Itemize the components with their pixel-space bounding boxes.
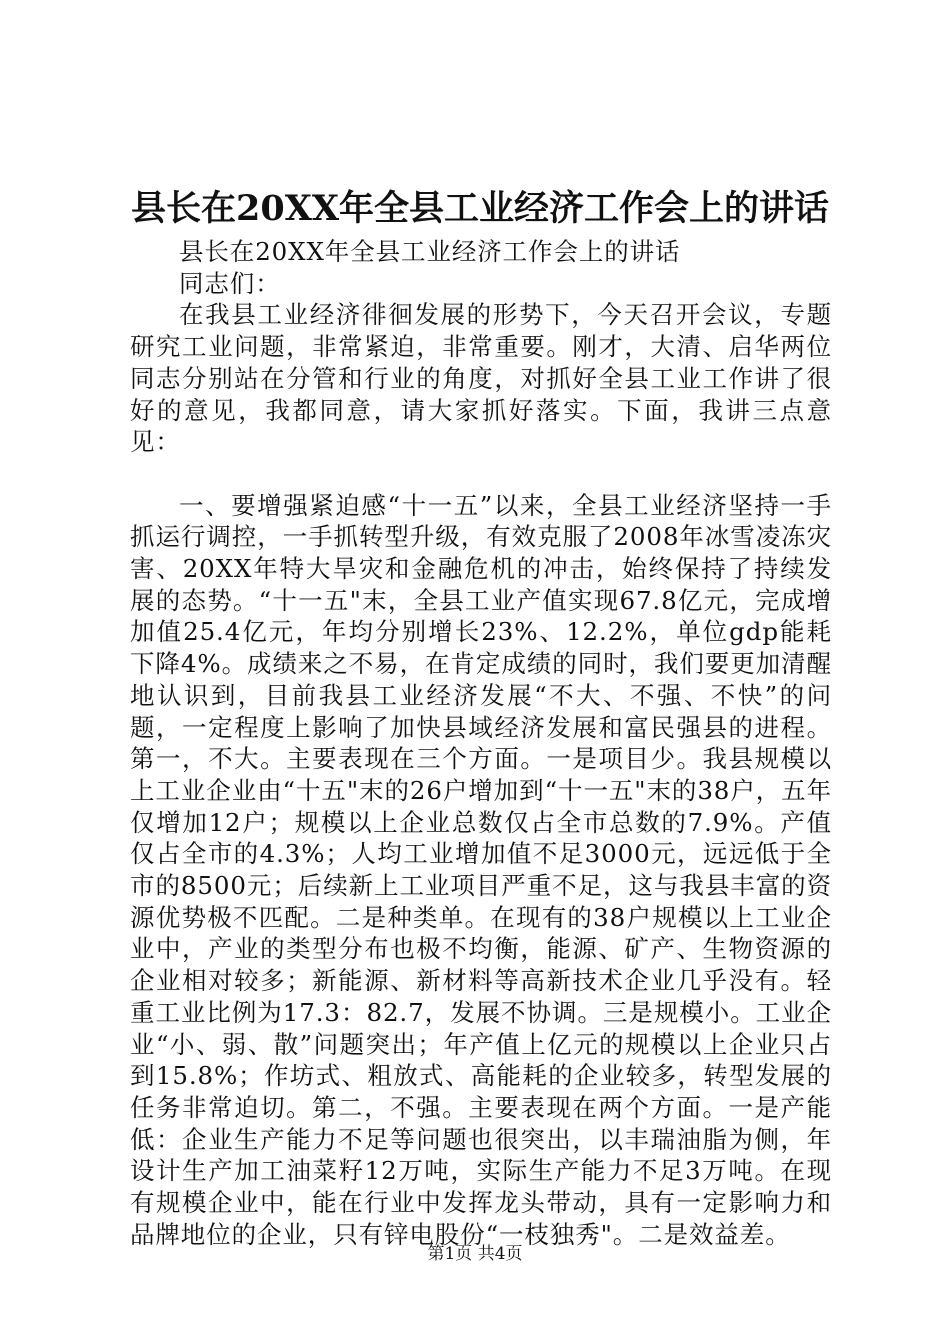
paragraph-intro: 在我县工业经济徘徊发展的形势下，今天召开会议，专题研究工业问题，非常紧迫，非常重要。刚才，大清、启华两位同志分别站在分管和行业的角度，对抓好全县工业工作讲了很好的意见，我都同意，请大家抓好落实。下面，我讲三点意见： <box>130 300 832 457</box>
page-footer: 第1页 共4页 <box>427 1244 523 1264</box>
document-subtitle: 县长在20XX年全县工业经济工作会上的讲话 <box>179 237 681 266</box>
document-body <box>130 236 832 1250</box>
greeting: 同志们： <box>179 268 281 298</box>
paragraph-section-one: 一、要增强紧迫感“十一五”以来，全县工业经济坚持一手抓运行调控，一手抓转型升级，有效克服了2008年冰雪凌冻灾害、20XX年特大旱灾和金融危机的冲击，始终保持了持续发展的态势。“十一五"末，全县工业产值实现67.8亿元，完成增加值25.4亿元，年均分别增长23%、12.2%，单位gdp能耗下降4%。成绩来之不易，在肯定成绩的同时，我们要更加清醒地认识到，目前我县工业经济发展“不大、不强、不快”的问题，一定程度上影响了加快县域经济发展和富民强县的进程。第一，不大。主要表现在三个方面。一是项目少。我县规模以上工业企业由“十五"末的26户增加到“十一五"末的38户，五年仅增加12户；规模以上企业总数仅占全市总数的7.9%。产值仅占全市的4.3%；人均工业增加值不足3000元，远远低于全市的8500元；后续新上工业项目严重不足，这与我县丰富的资源优势极不匹配。二是种类单。在现有的38户规模以上工业企业中，产业的类型分布也极不均衡，能源、矿产、生物资源的企业相对较多；新能源、新材料等高新技术企业几乎没有。轻重工业比例为17.3：82.7，发展不协调。三是规模小。工业企业“小、弱、散”问题突出；年产值上亿元的规模以上企业只占到15.8%；作坊式、粗放式、高能耗的企业较多，转型发展的任务非常迫切。第二，不强。主要表现在两个方面。一是产能低：企业生产能力不足等问题也很突出，以丰瑞油脂为侧，年设计生产加工油菜籽12万吨，实际生产能力不足3万吨。在现有规模企业中，能在行业中发挥龙头带动，具有一定影响力和品牌地位的企业，只有锌电股份“一枝独秀"。二是效益差。 <box>130 490 832 1249</box>
document-title: 县长在20XX年全县工业经济工作会上的讲话 <box>130 188 830 229</box>
